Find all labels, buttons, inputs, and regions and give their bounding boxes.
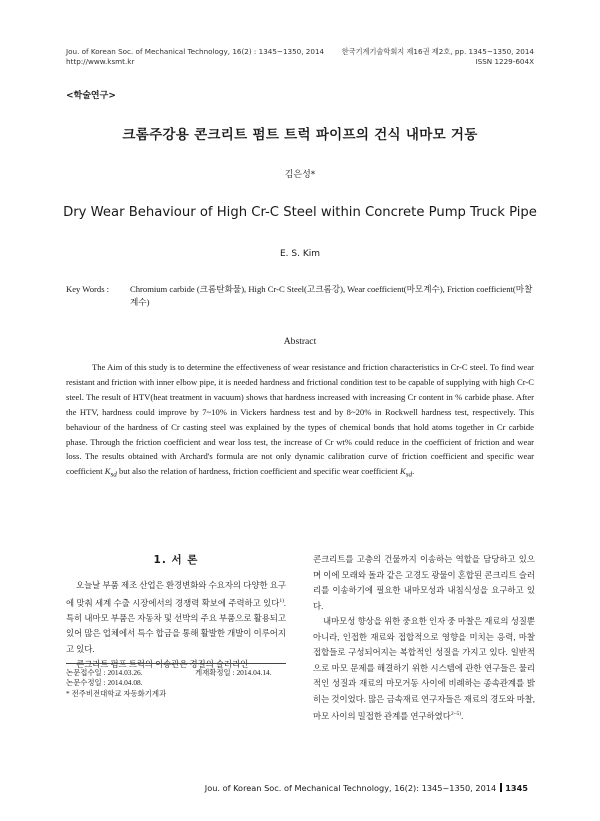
footer-separator — [500, 783, 502, 792]
journal-url[interactable]: http://www.ksmt.kr — [66, 56, 135, 66]
article-category: <학술연구> — [66, 91, 116, 101]
title-english: Dry Wear Behaviour of High Cr-C Steel within Concrete Pump Truck Pipe — [63, 205, 537, 220]
footnote-accepted-date: 게재확정일 : 2014.04.14. — [195, 668, 272, 677]
body-column-right — [313, 552, 535, 724]
abstract-text-part1: The Aim of this study is to determine the effectiveness of wear resistance and friction characteristics in Cr-C steel. To find wear resistant and friction with inner elbow pipe, it is needed hardness and frictional condition test to be capable of supplying with high Cr-C steel. The result of HTV(heat treatment in vacuum) shows that hardness increased with increasing Cr content in % carbide phase. After the HTV, hardness could improve by 7~10% in Vickers hardness test and by 8~20% in Rockwell hardness test, respectively. This behaviour of the hardness of Cr casting steel was explained by the types of chemical bonds that hold atoms together in Cr carbide phase. Through the friction coefficient and wear loss test, the increase of Cr wt% could reduce in the coefficient of friction and wear loss. The results obtained with Archard's formula are not only dynamic calibration curve of friction coefficient and specific wear coefficient — [66, 362, 534, 477]
author-korean: 김은성* — [284, 170, 316, 180]
symbol-k-subscript: sd — [110, 471, 117, 480]
author-english: E. S. Kim — [279, 249, 320, 259]
symbol-k: K — [400, 466, 406, 477]
footnote-divider — [66, 663, 286, 664]
footnote-affiliation: * 전주비전대학교 자동화기계과 — [66, 689, 167, 698]
body-column-left — [66, 578, 286, 673]
abstract-heading: Abstract — [283, 336, 317, 347]
citation-ref[interactable]: 2~5) — [450, 711, 462, 717]
footnote-received-date: 논문접수일 : 2014.03.26. — [66, 668, 143, 677]
page-footer — [205, 783, 528, 793]
page-number: 1345 — [505, 783, 528, 793]
abstract-body — [66, 360, 534, 483]
running-header-right — [342, 47, 534, 66]
keywords-text: Chromium carbide (크롬탄화물), High Cr-C Steel(고크롬강), Wear coefficient(마모계수), Friction coefficient(마찰계수) — [130, 284, 533, 307]
paragraph: 콘크리트 펌프 트럭의 이송관은 경질의 슬러리인 — [76, 660, 249, 670]
citation-ref[interactable]: 1) — [279, 597, 284, 604]
paragraph: 오늘날 부품 제조 산업은 환경변화와 수요자의 다양한 요구에 맞춰 세계 수출 시장에서의 경쟁력 확보에 주력하고 있다$^{1)}$. 특히 내마모 부품은 자동차 및 선박의 주요 부품으로 활용되고 있어 많은 업체에서 특수 합금을 통해 활발한 개발이 이루어지고 있다. — [66, 581, 286, 654]
journal-citation-korean: 한국기계기술학회지 제16권 제2호, pp. 1345~1350, 2014 — [341, 47, 534, 56]
symbol-k: K — [104, 466, 111, 477]
running-header-left — [66, 47, 324, 66]
section-heading-introduction: 1. 서 론 — [153, 554, 199, 566]
footer-journal-citation: Jou. of Korean Soc. of Mechanical Technology, 16(2): 1345~1350, 2014 — [204, 783, 497, 793]
title-korean: 크롬주강용 콘크리트 펌트 트럭 파이프의 건식 내마모 거동 — [122, 127, 478, 143]
symbol-k-subscript: sd — [405, 471, 413, 480]
paragraph: 콘크리트를 고층의 건물까지 이송하는 역할을 담당하고 있으며 이에 모래와 돌과 같은 고경도 광물이 혼합된 콘크리트 슬러리를 이송하기에 필요한 내마모성과 내침식성을 요구하고 있다. — [313, 555, 535, 611]
issn: ISSN 1229-604X — [475, 56, 534, 66]
abstract-text-part2: but also the relation of hardness, friction coefficient and specific wear coefficient — [116, 466, 401, 477]
abstract-text-part3: . — [412, 466, 415, 477]
paragraph: 내마모성 향상을 위한 중요한 인자 중 마찰은 재료의 성질뿐 아니라, 인접한 재료와 접합적으로 영향을 미치는 응력, 마찰 접합들로 구성되어지는 복합적인 성질을 가지고 있다. 일반적으로 마모 문제를 해결하기 위한 시스템에 관한 연구들은 물리적인 성질과 재료의 마모거동 사이에 비례하는 종속관계를 밝히는 것이었다. 많은 금속재료 연구자들은 재료의 경도와 마찰, 마모 사이의 밀접한 관계를 연구하였다$^{2\sim 5)}$. — [313, 617, 535, 721]
keywords-label: Key Words : — [66, 284, 110, 294]
footnote-revised-date: 논문수정일 : 2014.04.08. — [66, 678, 143, 687]
journal-citation: Jou. of Korean Soc. of Mechanical Technology, 16(2) : 1345~1350, 2014 — [66, 47, 325, 56]
